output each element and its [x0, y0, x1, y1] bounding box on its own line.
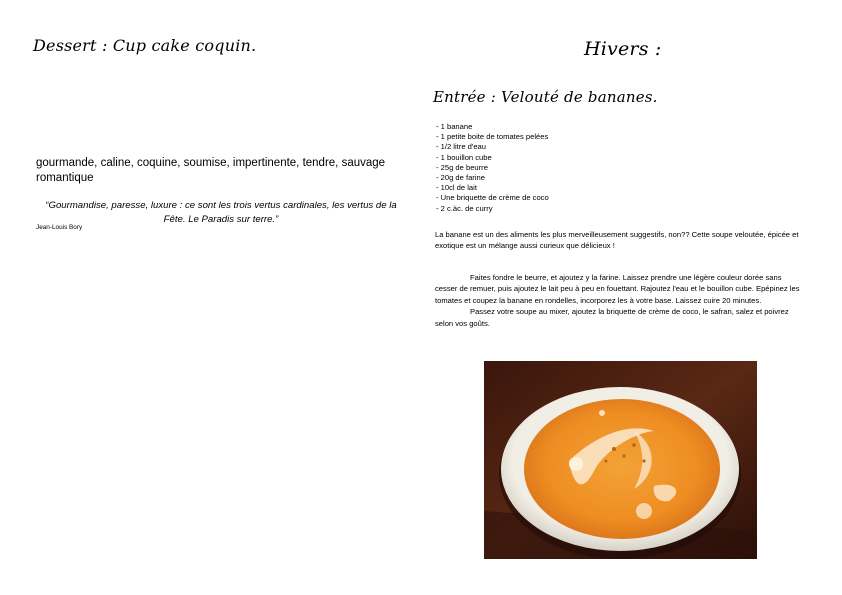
left-page-title: Dessert : Cup cake coquin. [33, 36, 257, 55]
ingredient-item: - 25g de beurre [436, 162, 488, 172]
step-paragraph-2: Passez votre soupe au mixer, ajoutez la briquette de crème de coco, le safran, salez et poivrez selon vos goûts. [435, 307, 789, 328]
step-paragraph-1: Faites fondre le beurre, et ajoutez y la farine. Laissez prendre une légère couleur dorée sans cesser de remuer, puis ajoutez le lait peu à peu en fouettant. Rajoutez l'eau et le bouillon cube. Epépinez les tomates et coupez la banane en rondelles, incorporez les à votre base. Laissez cuire 20 minutes. [435, 273, 800, 305]
ingredient-item: - 1/2 litre d'eau [436, 142, 486, 152]
ingredient-item: - 10cl de lait [436, 183, 477, 193]
ingredient-list [436, 122, 549, 214]
ingredient-item: - 2 c.àc. de curry [436, 203, 493, 213]
quote: “Gourmandise, paresse, luxure : ce sont les trois vertus cardinales, les vertus de la Fête. Le Paradis sur terre.” [45, 200, 397, 225]
ingredient-item: - 1 bouillon cube [436, 152, 492, 162]
ingredient-item: - 1 petite boite de tomates pelées [436, 132, 549, 142]
soup-photo [484, 361, 757, 559]
descriptive-words: gourmande, caline, coquine, soumise, impertinente, tendre, sauvage romantique [36, 157, 386, 184]
ingredient-item: - 20g de farine [436, 173, 485, 183]
recipe-steps [435, 272, 805, 329]
season-heading: Hivers : [584, 38, 662, 60]
ingredient-item: - Une briquette de crème de coco [436, 193, 549, 203]
recipe-intro: La banane est un des aliments les plus merveilleusement suggestifs, non?? Cette soupe veloutée, épicée et exotique est un mélange aussi curieux que délicieux ! [435, 230, 799, 251]
recipe-title: Entrée : Velouté de bananes. [433, 88, 658, 106]
ingredient-item: - 1 banane [436, 122, 473, 131]
quote-author: Jean-Louis Bory [36, 224, 83, 231]
